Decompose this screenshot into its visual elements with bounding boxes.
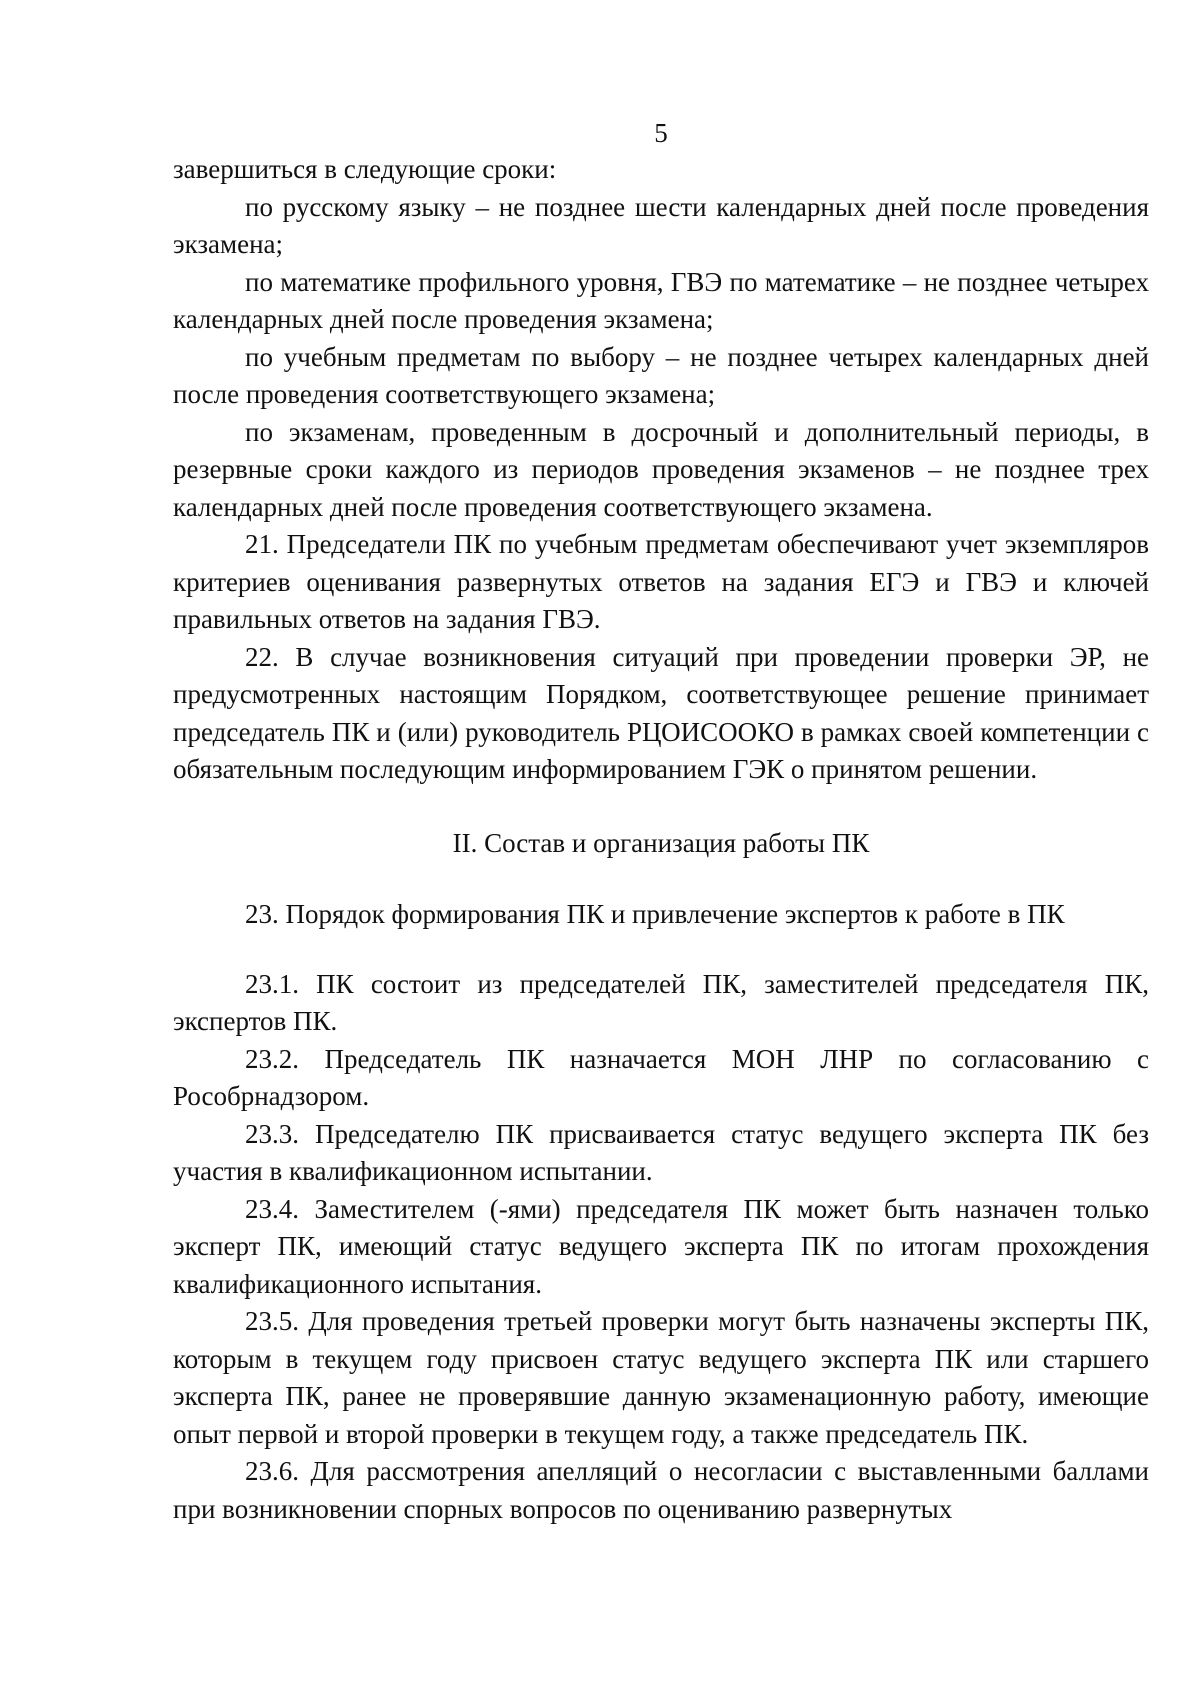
paragraph-21: 21. Председатели ПК по учебным предметам обеспечивают учет экземпляров критериев оценивания развернутых ответов на задания ЕГЭ и ГВЭ и ключей правильных ответов на задания ГВЭ. — [173, 529, 1149, 634]
paragraph-23-3: 23.3. Председателю ПК присваивается статус ведущего эксперта ПК без участия в квалификационном испытании. — [173, 1118, 1149, 1186]
paragraph-23-2: 23.2. Председатель ПК назначается МОН ЛНР по согласованию с Рособрнадзором. — [173, 1043, 1149, 1111]
paragraph-23-1: 23.1. ПК состоит из председателей ПК, заместителей председателя ПК, экспертов ПК. — [173, 968, 1149, 1036]
document-body — [173, 151, 1149, 1528]
paragraph-early-period-deadline: по экзаменам, проведенным в досрочный и дополнительный периоды, в резервные сроки каждого из периодов проведения экзаменов – не позднее трех календарных дней после проведения соответствующего экзамена. — [173, 416, 1149, 522]
paragraph-russian-deadline: по русскому языку – не позднее шести календарных дней после проведения экзамена; — [173, 191, 1149, 259]
paragraph-math-deadline: по математике профильного уровня, ГВЭ по математике – не позднее четырех календарных дней после проведения экзамена; — [173, 266, 1149, 334]
paragraph-23-4: 23.4. Заместителем (-ями) председателя ПК может быть назначен только эксперт ПК, имеющий статус ведущего эксперта ПК по итогам прохождения квалификационного испытания. — [173, 1193, 1149, 1299]
section-heading: II. Состав и организация работы ПК — [452, 827, 870, 858]
page-number: 5 — [654, 118, 668, 148]
paragraph-continuation: завершиться в следующие сроки: — [173, 154, 557, 184]
paragraph-23-6: 23.6. Для рассмотрения апелляций о несогласии с выставленными баллами при возникновении спорных вопросов по оцениванию развернутых — [173, 1456, 1149, 1524]
paragraph-elective-deadline: по учебным предметам по выбору – не позднее четырех календарных дней после проведения соответствующего экзамена; — [173, 341, 1149, 409]
subsection-heading-23: 23. Порядок формирования ПК и привлечение экспертов к работе в ПК — [245, 899, 1065, 929]
paragraph-22: 22. В случае возникновения ситуаций при проведении проверки ЭР, не предусмотренных настоящим Порядком, соответствующее решение принимает председатель ПК и (или) руководитель РЦОИСООКО в рамках своей компетенции с обязательным последующим информированием ГЭК о принятом решении. — [173, 641, 1149, 784]
paragraph-23-5: 23.5. Для проведения третьей проверки могут быть назначены эксперты ПК, которым в текущем году присвоен статус ведущего эксперта ПК или старшего эксперта ПК, ранее не проверявшие данную экзаменационную работу, имеющие опыт первой и второй проверки в текущем году, а также председатель ПК. — [173, 1306, 1149, 1449]
